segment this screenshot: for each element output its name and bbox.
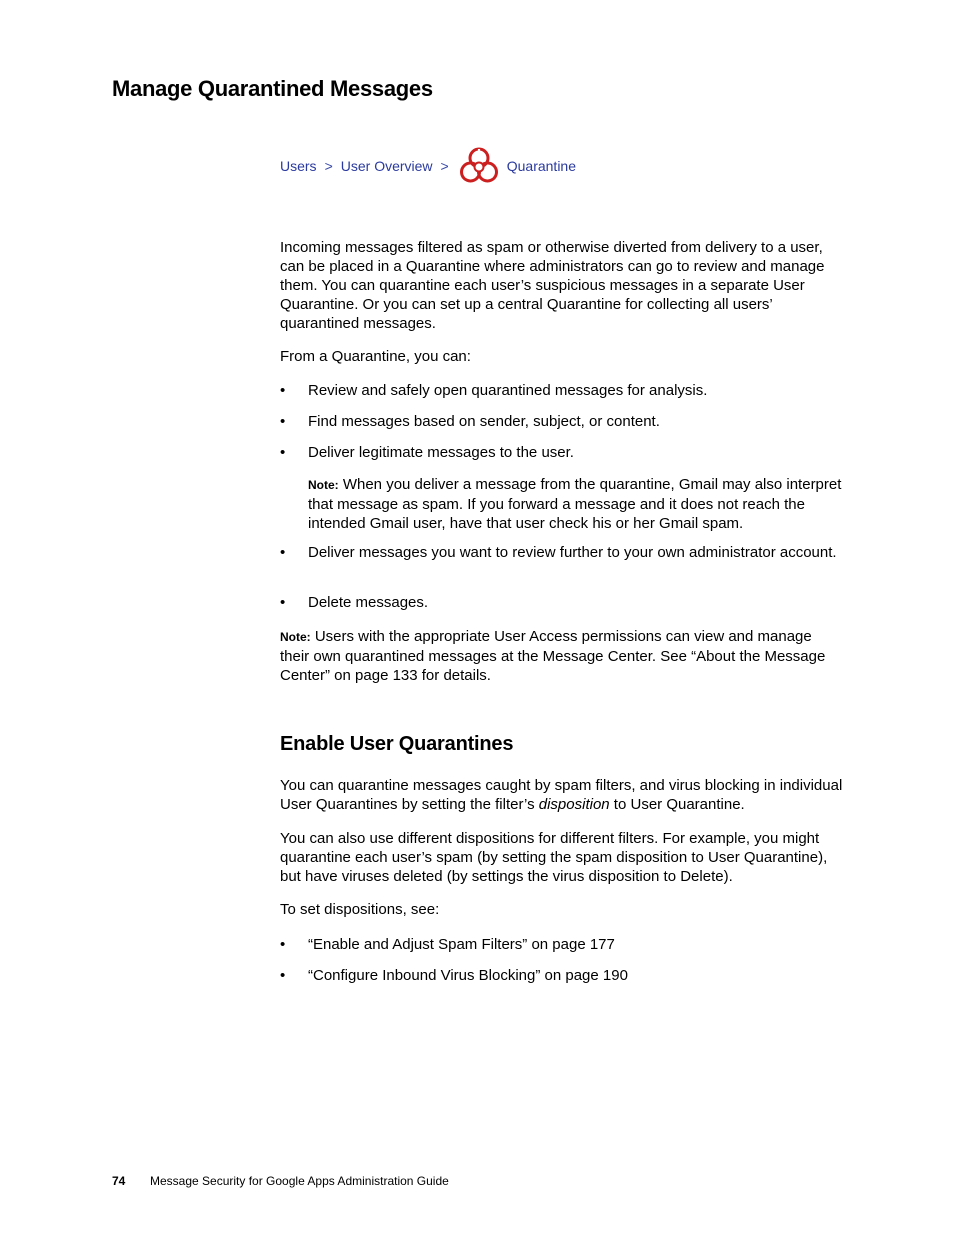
section-heading: Enable User Quarantines	[280, 733, 514, 755]
note-text: When you deliver a message from the quarantine, Gmail may also interpret that message as spam. If you forward a message and it does not reach the intended Gmail user, have that user check his or her Gmail spam.	[308, 476, 842, 532]
bullet: •	[280, 382, 286, 399]
from-quarantine-text: From a Quarantine, you can:	[280, 348, 471, 365]
biohazard-icon	[459, 146, 499, 186]
breadcrumb-separator: >	[440, 158, 449, 174]
list-item-text: Deliver legitimate messages to the user.	[308, 444, 574, 461]
breadcrumb-user-overview[interactable]: User Overview	[340, 158, 433, 174]
inner-note	[308, 475, 844, 533]
text-run: to User Quarantine.	[609, 796, 745, 813]
list-item-text: Find messages based on sender, subject, or content.	[308, 413, 660, 430]
bullet: •	[280, 594, 286, 611]
breadcrumb	[280, 142, 576, 190]
footer-title: Message Security for Google Apps Administration Guide	[150, 1174, 449, 1188]
list-item-text: Delete messages.	[308, 594, 429, 611]
section-paragraph	[280, 776, 844, 814]
breadcrumb-quarantine[interactable]: Quarantine	[506, 158, 577, 174]
breadcrumb-users[interactable]: Users	[280, 158, 317, 174]
intro-paragraph: Incoming messages filtered as spam or otherwise diverted from delivery to a user, can be placed in a Quarantine where administrators can go to review and manage them. You can quarantine each user’s suspicious messages in a separate User Quarantine. Or you can set up a central Quarantine for collecting all users’ quarantined messages.	[280, 239, 825, 332]
bullet: •	[280, 544, 286, 561]
italic-term: disposition	[538, 796, 610, 813]
bullet: •	[280, 444, 286, 461]
cross-reference-link[interactable]: “Enable and Adjust Spam Filters” on page 177	[308, 936, 615, 953]
bullet: •	[280, 413, 286, 430]
bullet: •	[280, 967, 286, 984]
text-run: You can quarantine messages caught by spam filters, and virus blocking in individual User Quarantines by setting the filter’s	[280, 777, 843, 813]
section-paragraph: You can also use different dispositions for different filters. For example, you might quarantine each user’s spam (by setting the spam disposition to User Quarantine), but have viruses deleted (by settings the virus disposition to Delete).	[280, 830, 828, 885]
list-item-text: Deliver messages you want to review further to your own administrator account.	[308, 544, 837, 561]
bullet: •	[280, 936, 286, 953]
note-label: Note:	[280, 630, 311, 644]
breadcrumb-separator: >	[324, 158, 333, 174]
page-number: 74	[112, 1174, 126, 1188]
note-text: Users with the appropriate User Access permissions can view and manage their own quarantined messages at the Message Center. See “About the Message Center” on page 133 for details.	[280, 628, 826, 684]
note	[280, 627, 844, 685]
cross-reference-link[interactable]: “Configure Inbound Virus Blocking” on page 190	[308, 967, 628, 984]
list-item-text: Review and safely open quarantined messages for analysis.	[308, 382, 708, 399]
section-paragraph: To set dispositions, see:	[280, 901, 440, 918]
note-label: Note:	[308, 478, 339, 492]
page-heading: Manage Quarantined Messages	[112, 76, 433, 101]
